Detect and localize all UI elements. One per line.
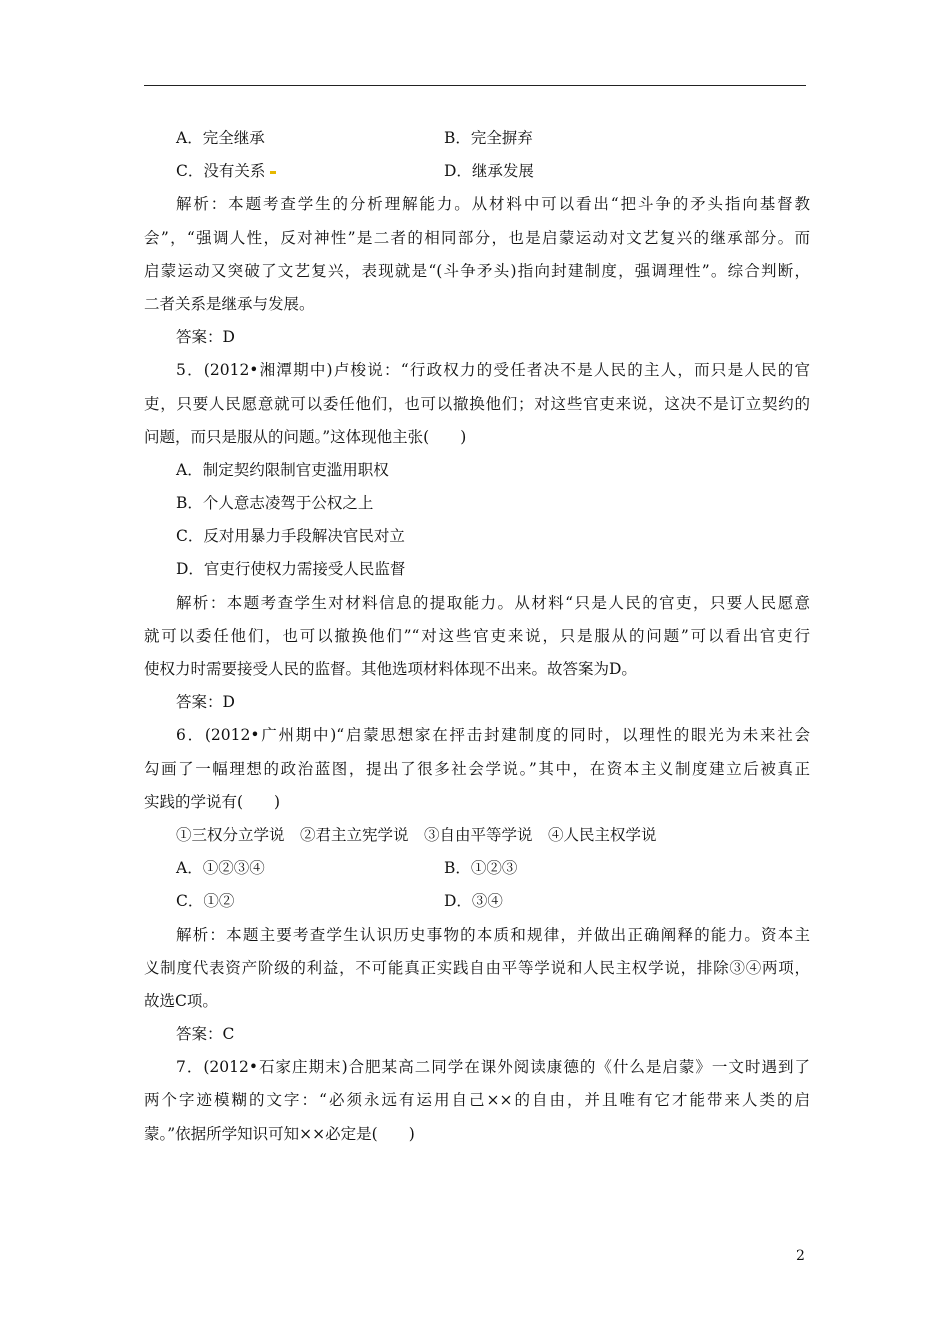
q4-analysis-line: 启蒙运动又突破了文艺复兴，表现就是“(斗争矛头)指向封建制度，强调理性”。综合判断， — [144, 261, 810, 280]
q5-analysis-line: 使权力时需要接受人民的监督。其他选项材料体现不出来。故答案为D。 — [144, 660, 637, 678]
q5-stem-line: 5．(2012•湘潭期中)卢梭说：“行政权力的受任者决不是人民的主人，而只是人民的官 — [176, 361, 810, 380]
q6-analysis-line: 故选C项。 — [144, 991, 218, 1010]
q4-option-d: D．继承发展 — [444, 162, 534, 181]
q7-stem-line: 蒙。”依据所学知识可知××必定是( ) — [144, 1124, 415, 1143]
q6-options-cd — [144, 885, 810, 918]
highlight-mark — [270, 171, 276, 174]
q7-stem-line: 7．(2012•石家庄期末)合肥某高二同学在课外阅读康德的《什么是启蒙》一文时遇到了 — [176, 1058, 810, 1077]
q6-analysis-line: 解析：本题主要考查学生认识历史事物的本质和规律，并做出正确阐释的能力。资本主 — [176, 925, 810, 944]
q6-options-ab — [144, 852, 810, 885]
q5-stem-line: 吏，只要人民愿意就可以委任他们，也可以撤换他们；对这些官吏来说，这决不是订立契约的 — [144, 394, 810, 413]
q6-option-d: D．③④ — [444, 892, 503, 911]
q5-analysis-line: 就可以委任他们，也可以撤换他们”“对这些官吏来说，只是服从的问题”可以看出官吏行 — [144, 626, 810, 645]
q4-options-ab — [144, 122, 810, 155]
q4-option-c-wrap — [176, 155, 444, 188]
q6-answer: 答案：C — [176, 1025, 235, 1044]
q4-analysis-line: 解析：本题考查学生的分析理解能力。从材料中可以看出“把斗争的矛头指向基督教 — [176, 195, 810, 214]
q4-options-cd — [144, 155, 810, 188]
q5-option-d: D．官吏行使权力需接受人民监督 — [176, 560, 406, 579]
q6-items: ①三权分立学说 ②君主立宪学说 ③自由平等学说 ④人民主权学说 — [176, 825, 657, 844]
q4-answer: 答案：D — [176, 328, 235, 347]
q7-stem-line: 两个字迹模糊的文字：“必须永远有运用自己××的自由，并且唯有它才能带来人类的启 — [144, 1091, 810, 1110]
q4-analysis-line: 会”，“强调人性，反对神性”是二者的相同部分，也是启蒙运动对文艺复兴的继承部分。而 — [144, 228, 810, 247]
q5-analysis-line: 解析：本题考查学生对材料信息的提取能力。从材料“只是人民的官吏，只要人民愿意 — [176, 593, 810, 612]
q5-answer: 答案：D — [176, 693, 235, 712]
q5-option-c: C．反对用暴力手段解决官民对立 — [176, 527, 405, 546]
q6-option-c: C．①② — [176, 892, 235, 911]
page-content — [144, 122, 810, 1151]
q6-option-a: A．①②③④ — [176, 859, 265, 878]
q6-stem-line: 实践的学说有( ) — [144, 792, 281, 811]
q6-analysis-line: 义制度代表资产阶级的利益，不可能真正实践自由平等学说和人民主权学说，排除③④两项， — [144, 958, 810, 977]
q4-analysis-line: 二者关系是继承与发展。 — [144, 294, 315, 313]
q5-stem-line: 问题，而只是服从的问题。”这体现他主张( ) — [144, 427, 467, 446]
page-number: 2 — [796, 1248, 805, 1264]
q4-option-b: B．完全摒弃 — [444, 129, 533, 147]
header-rule — [144, 85, 806, 86]
q6-stem-line: 6．(2012•广州期中)“启蒙思想家在抨击封建制度的同时，以理性的眼光为未来社会 — [176, 726, 810, 745]
q6-stem-line: 勾画了一幅理想的政治蓝图，提出了很多社会学说。”其中，在资本主义制度建立后被真正 — [144, 759, 810, 778]
q5-option-b: B．个人意志凌驾于公权之上 — [176, 494, 374, 513]
q6-option-b: B．①②③ — [444, 859, 518, 878]
q4-option-a: A．完全继承 — [176, 129, 265, 147]
q4-option-c: C．没有关系 — [176, 162, 266, 181]
q5-option-a: A．制定契约限制官吏滥用职权 — [176, 460, 389, 479]
